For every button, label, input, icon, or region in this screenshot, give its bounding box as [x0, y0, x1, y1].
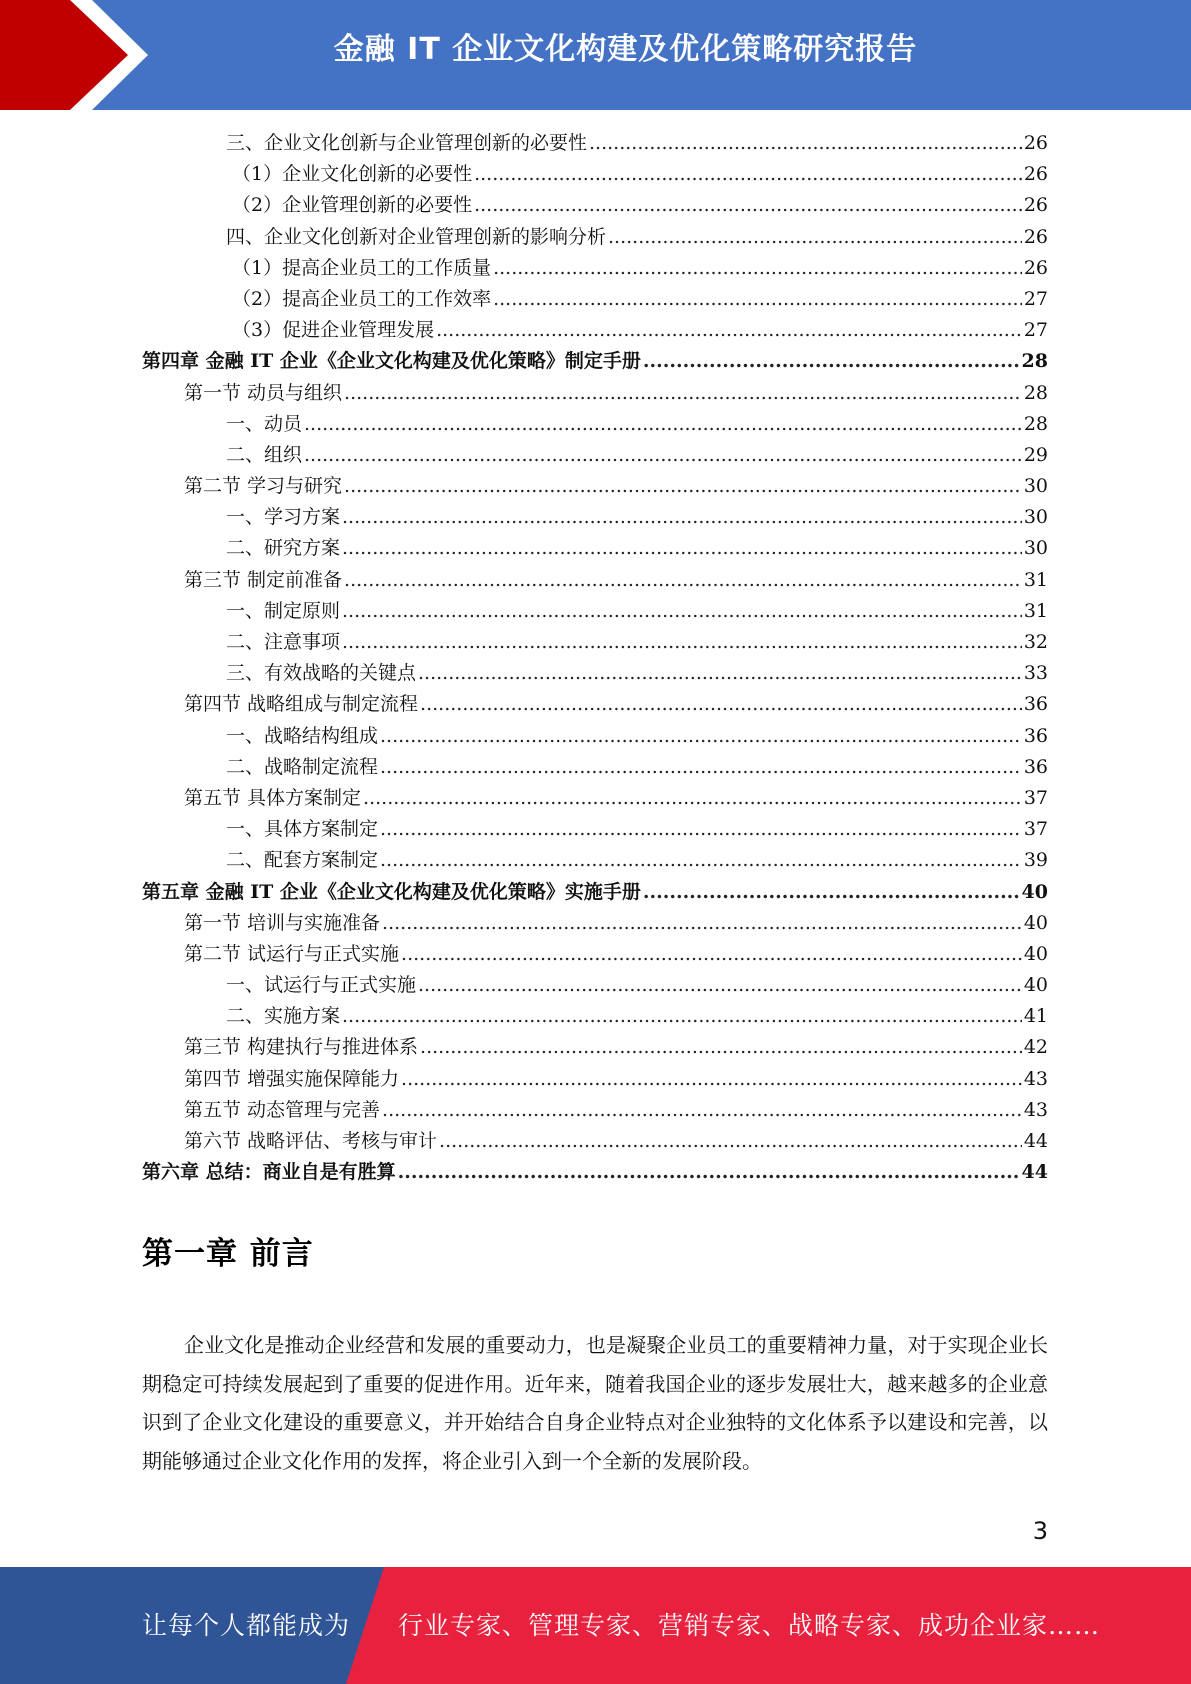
toc-entry-title: （2）提高企业员工的工作效率 — [232, 287, 492, 310]
toc-entry-page: 40 — [1021, 880, 1048, 903]
toc-entry-title: 一、制定原则 — [226, 599, 341, 622]
toc-entry-page: 29 — [1023, 443, 1048, 466]
toc-entry-page: 31 — [1023, 599, 1048, 622]
toc-leader-dots — [304, 440, 1022, 471]
toc-entry-page: 26 — [1023, 132, 1048, 154]
toc-entry-title: 第一节 培训与实施准备 — [184, 911, 381, 934]
toc-leader-dots — [382, 1095, 1022, 1126]
toc-entry-page: 37 — [1023, 786, 1048, 809]
toc-entry-title: 第六节 战略评估、考核与审计 — [184, 1130, 438, 1152]
toc-entry[interactable] — [142, 315, 1048, 346]
toc-entry-title: 二、注意事项 — [226, 631, 341, 653]
chapter-title: 第一章 前言 — [142, 1236, 314, 1272]
page-number: 3 — [1032, 1517, 1048, 1545]
footer-slogan-left: 让每个人都能成为 — [142, 1611, 351, 1640]
toc-entry-page: 42 — [1023, 1036, 1048, 1059]
toc-leader-dots — [380, 845, 1022, 876]
toc-entry[interactable] — [142, 1095, 1048, 1126]
toc-leader-dots — [420, 689, 1022, 720]
toc-entry[interactable] — [142, 222, 1048, 253]
toc-leader-dots — [608, 222, 1022, 253]
toc-entry-page: 28 — [1023, 412, 1048, 435]
toc-entry[interactable] — [142, 908, 1048, 939]
toc-entry-title: 一、学习方案 — [226, 506, 341, 529]
toc-entry-page: 43 — [1023, 1098, 1048, 1121]
toc-entry[interactable] — [142, 783, 1048, 814]
toc-entry-title: 二、战略制定流程 — [226, 755, 379, 778]
toc-entry-page: 26 — [1023, 225, 1048, 248]
toc-entry[interactable] — [142, 658, 1048, 689]
toc-leader-dots — [436, 315, 1022, 346]
footer-slogan-right: 行业专家、管理专家、营销专家、战略专家、成功企业家…… — [398, 1611, 1101, 1640]
toc-leader-dots — [643, 877, 1020, 908]
toc-leader-dots — [589, 128, 1022, 159]
toc-entry[interactable] — [142, 409, 1048, 440]
toc-entry-page: 36 — [1023, 755, 1048, 778]
toc-leader-dots — [643, 346, 1020, 377]
toc-entry-title: 第四节 增强实施保障能力 — [184, 1067, 400, 1090]
toc-entry-title: 二、配套方案制定 — [226, 849, 379, 872]
toc-entry[interactable] — [142, 1126, 1048, 1157]
toc-entry-title: 二、实施方案 — [226, 1005, 341, 1028]
toc-entry-page: 26 — [1023, 256, 1048, 279]
toc-entry[interactable] — [142, 939, 1048, 970]
toc-entry[interactable] — [142, 565, 1048, 596]
toc-leader-dots — [342, 596, 1022, 627]
toc-entry-page: 28 — [1023, 381, 1048, 404]
toc-entry[interactable] — [142, 1032, 1048, 1063]
toc-leader-dots — [342, 1001, 1022, 1032]
table-of-contents — [142, 128, 1048, 1188]
toc-entry[interactable] — [142, 440, 1048, 471]
toc-entry[interactable] — [142, 378, 1048, 409]
toc-entry[interactable] — [142, 814, 1048, 845]
toc-entry-title: 第五章 金融 IT 企业《企业文化构建及优化策略》实施手册 — [142, 880, 641, 903]
toc-entry-page: 41 — [1023, 1005, 1048, 1028]
toc-leader-dots — [474, 159, 1022, 190]
toc-entry-title: 第四章 金融 IT 企业《企业文化构建及优化策略》制定手册 — [142, 350, 641, 373]
toc-entry-title: 三、有效战略的关键点 — [226, 662, 417, 685]
toc-entry-page: 27 — [1023, 319, 1048, 342]
toc-entry-title: （1）企业文化创新的必要性 — [232, 163, 473, 186]
toc-entry-page: 40 — [1023, 974, 1048, 997]
toc-entry[interactable] — [142, 346, 1048, 377]
toc-entry[interactable] — [142, 752, 1048, 783]
toc-entry[interactable] — [142, 877, 1048, 908]
toc-entry-title: （2）企业管理创新的必要性 — [232, 194, 473, 217]
toc-entry[interactable] — [142, 721, 1048, 752]
toc-leader-dots — [439, 1126, 1022, 1157]
toc-leader-dots — [342, 502, 1022, 533]
toc-entry-title: （3）促进企业管理发展 — [232, 319, 435, 342]
toc-entry-title: 第三节 构建执行与推进体系 — [184, 1036, 419, 1059]
toc-leader-dots — [304, 409, 1022, 440]
toc-entry-page: 32 — [1023, 631, 1048, 653]
toc-leader-dots — [474, 190, 1022, 221]
toc-leader-dots — [380, 752, 1022, 783]
toc-entry-title: 三、企业文化创新与企业管理创新的必要性 — [226, 132, 588, 154]
toc-leader-dots — [380, 814, 1022, 845]
toc-leader-dots — [382, 908, 1022, 939]
toc-entry[interactable] — [142, 1001, 1048, 1032]
toc-entry[interactable] — [142, 689, 1048, 720]
toc-entry-title: 第一节 动员与组织 — [184, 381, 343, 404]
page-header — [0, 0, 1191, 110]
toc-entry-page: 43 — [1023, 1067, 1048, 1090]
toc-entry[interactable] — [142, 970, 1048, 1001]
toc-entry[interactable] — [142, 284, 1048, 315]
toc-leader-dots — [380, 721, 1022, 752]
body-paragraph: 企业文化是推动企业经营和发展的重要动力，也是凝聚企业员工的重要精神力量，对于实现企业长期稳定可持续发展起到了重要的促进作用。近年来，随着我国企业的逐步发展壮大，越来越多的企业意识到了企业文化建设的重要意义，并开始结合自身企业特点对企业独特的文化体系予以建设和完善，以期能够通过企业文化作用的发挥，将企业引入到一个全新的发展阶段。 — [142, 1333, 1048, 1473]
toc-entry-page: 39 — [1023, 849, 1048, 872]
toc-entry[interactable] — [142, 253, 1048, 284]
header-title: 金融 IT 企业文化构建及优化策略研究报告 — [333, 32, 918, 67]
toc-entry-title: 第五节 具体方案制定 — [184, 786, 362, 809]
toc-entry[interactable] — [142, 596, 1048, 627]
toc-entry-page: 37 — [1023, 818, 1048, 841]
toc-entry[interactable] — [142, 502, 1048, 533]
toc-leader-dots — [401, 1064, 1022, 1095]
toc-leader-dots — [401, 939, 1022, 970]
toc-entry-title: 第二节 试运行与正式实施 — [184, 942, 400, 965]
toc-entry-page: 30 — [1023, 475, 1048, 498]
toc-entry[interactable] — [142, 533, 1048, 564]
toc-entry-page: 28 — [1021, 350, 1048, 373]
toc-entry-title: 一、具体方案制定 — [226, 818, 379, 841]
toc-entry[interactable] — [142, 159, 1048, 190]
toc-entry-title: 一、试运行与正式实施 — [226, 974, 417, 997]
toc-leader-dots — [363, 783, 1022, 814]
toc-entry-page: 40 — [1023, 942, 1048, 965]
toc-entry[interactable] — [142, 1064, 1048, 1095]
toc-entry[interactable] — [142, 128, 1048, 159]
toc-entry-page: 36 — [1023, 693, 1048, 716]
toc-leader-dots — [420, 1032, 1022, 1063]
toc-entry-page: 30 — [1023, 537, 1048, 560]
toc-entry-title: （1）提高企业员工的工作质量 — [232, 256, 492, 279]
toc-entry-title: 二、研究方案 — [226, 537, 341, 560]
toc-entry[interactable] — [142, 627, 1048, 658]
toc-entry-page: 44 — [1023, 1130, 1048, 1152]
toc-entry-title: 一、动员 — [226, 412, 303, 435]
toc-leader-dots — [493, 284, 1022, 315]
toc-entry-page: 30 — [1023, 506, 1048, 529]
toc-leader-dots — [418, 658, 1022, 689]
page-footer — [0, 1567, 1191, 1684]
toc-entry[interactable] — [142, 845, 1048, 876]
toc-leader-dots — [398, 1157, 1020, 1188]
toc-leader-dots — [493, 253, 1022, 284]
toc-entry-title: 第六章 总结：商业自是有胜算 — [142, 1161, 396, 1184]
toc-entry-title: 四、企业文化创新对企业管理创新的影响分析 — [226, 225, 607, 248]
toc-entry-page: 26 — [1023, 163, 1048, 186]
toc-entry-page: 40 — [1023, 911, 1048, 934]
toc-entry[interactable] — [142, 471, 1048, 502]
toc-leader-dots — [344, 471, 1022, 502]
toc-entry-page: 33 — [1023, 662, 1048, 685]
toc-entry-page: 27 — [1023, 287, 1048, 310]
toc-entry-title: 一、战略结构组成 — [226, 724, 379, 747]
toc-leader-dots — [418, 970, 1022, 1001]
toc-entry-title: 第二节 学习与研究 — [184, 475, 343, 498]
toc-entry-title: 第三节 制定前准备 — [184, 568, 343, 591]
toc-entry[interactable] — [142, 190, 1048, 221]
toc-leader-dots — [344, 378, 1022, 409]
toc-entry-title: 二、组织 — [226, 443, 303, 466]
toc-entry-title: 第四节 战略组成与制定流程 — [184, 693, 419, 716]
toc-entry-page: 36 — [1023, 724, 1048, 747]
toc-leader-dots — [342, 627, 1022, 658]
toc-entry-page: 26 — [1023, 194, 1048, 217]
toc-leader-dots — [344, 565, 1022, 596]
toc-leader-dots — [342, 533, 1022, 564]
toc-entry-page: 44 — [1021, 1161, 1048, 1184]
toc-entry[interactable] — [142, 1157, 1048, 1188]
toc-entry-page: 31 — [1023, 568, 1048, 591]
toc-entry-title: 第五节 动态管理与完善 — [184, 1098, 381, 1121]
